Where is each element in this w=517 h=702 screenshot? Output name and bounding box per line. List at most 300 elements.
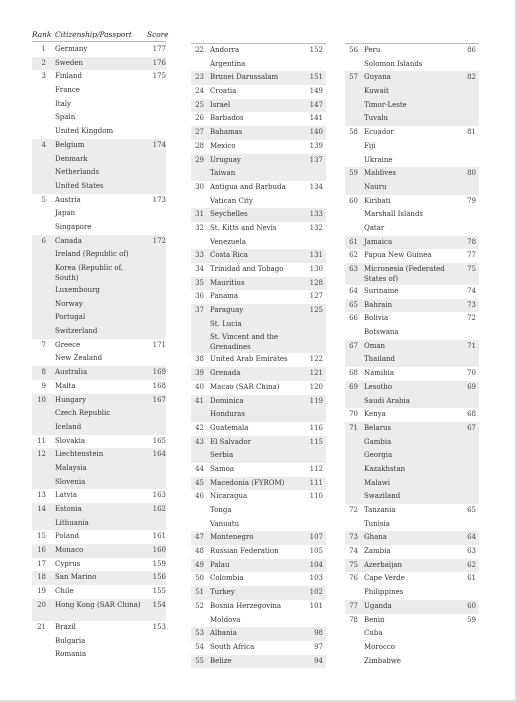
score-value: 154 <box>152 600 166 609</box>
score-value: 63 <box>467 547 476 556</box>
score-value: 121 <box>309 369 323 378</box>
rank-value: 28 <box>195 141 204 150</box>
rank-group <box>32 339 166 366</box>
table-row <box>345 112 479 126</box>
score-value: 134 <box>309 182 323 191</box>
table-row <box>191 477 326 491</box>
country-name: Maldives <box>364 169 396 178</box>
rank-group <box>32 394 166 435</box>
country-name: Dominica <box>210 396 244 405</box>
country-name: Micronesia (Federated States of) <box>364 265 445 283</box>
table-row <box>345 44 479 58</box>
rank-value: 60 <box>349 196 358 205</box>
country-name: Iceland <box>55 422 82 431</box>
score-value: 163 <box>152 491 166 500</box>
rank-group <box>345 367 479 381</box>
table-row <box>191 600 326 614</box>
table-row <box>191 504 326 518</box>
rank-group <box>191 126 326 140</box>
table-row <box>32 248 166 262</box>
score-value: 103 <box>309 574 323 583</box>
table-row <box>345 208 479 222</box>
table-row <box>32 262 166 284</box>
country-name: Greece <box>55 340 81 349</box>
rank-group <box>32 235 166 339</box>
country-name: Albania <box>210 629 237 638</box>
table-row <box>345 614 479 628</box>
country-name: Guyana <box>364 73 391 82</box>
table-row <box>345 490 479 504</box>
rank-value: 76 <box>349 574 358 583</box>
rank-value: 29 <box>195 155 204 164</box>
country-name: Vanuatu <box>210 519 240 528</box>
rank-value: 65 <box>349 300 358 309</box>
rank-value: 15 <box>37 532 46 541</box>
table-row <box>345 463 479 477</box>
country-name: Uganda <box>364 601 392 610</box>
country-name: Ireland (Republic of) <box>55 250 129 259</box>
country-name: Canada <box>55 236 82 245</box>
country-name: Japan <box>55 209 76 218</box>
country-name: Chile <box>55 587 74 596</box>
table-row <box>345 531 479 545</box>
rank-value: 32 <box>195 223 204 232</box>
rank-value: 1 <box>41 45 46 53</box>
score-value: 68 <box>467 410 476 419</box>
country-name: Hungary <box>55 395 87 404</box>
country-name: Cyprus <box>55 559 81 568</box>
score-value: 79 <box>467 196 476 205</box>
rank-value: 77 <box>349 601 358 610</box>
score-value: 112 <box>309 464 323 473</box>
country-name: Argentina <box>210 59 246 68</box>
rank-group <box>32 194 166 235</box>
rank-value: 70 <box>349 410 358 419</box>
rank-value: 13 <box>37 491 46 500</box>
table-row <box>32 585 166 599</box>
rank-group <box>191 85 326 99</box>
country-name: Liechtenstein <box>55 450 104 459</box>
score-value: 59 <box>467 615 476 624</box>
country-name: Marshall Islands <box>364 210 424 219</box>
country-name: Slovenia <box>55 477 86 486</box>
table-row <box>345 586 479 600</box>
rank-value: 38 <box>195 355 204 364</box>
score-value: 119 <box>309 396 323 405</box>
country-name: Nicaragua <box>210 492 248 501</box>
country-name: Bolivia <box>364 314 389 323</box>
country-name: Romania <box>55 650 87 659</box>
rank-value: 56 <box>349 46 358 54</box>
table-row <box>191 353 326 367</box>
table-row <box>32 489 166 503</box>
score-value: 171 <box>152 340 166 349</box>
table-row <box>345 167 479 181</box>
rank-group <box>191 112 326 126</box>
rank-group <box>345 422 479 504</box>
country-name: Panama <box>210 292 239 301</box>
country-name: Sweden <box>55 58 84 67</box>
score-value: 172 <box>152 236 166 245</box>
score-value: 151 <box>309 73 323 82</box>
country-name: Estonia <box>55 505 82 513</box>
country-name: Germany <box>55 45 88 53</box>
table-row <box>191 85 326 99</box>
rank-group <box>345 408 479 422</box>
table-row <box>32 298 166 312</box>
rank-group <box>191 277 326 291</box>
country-name: Georgia <box>364 451 393 460</box>
rank-group <box>191 263 326 277</box>
country-name: Turkey <box>210 588 235 597</box>
table-row <box>32 98 166 112</box>
table-row <box>191 167 326 181</box>
table-row <box>345 126 479 140</box>
country-name: Luxembourg <box>55 286 100 294</box>
score-value: 60 <box>467 601 476 610</box>
score-value: 128 <box>309 278 323 287</box>
country-name: United Kingdom <box>55 127 114 136</box>
rank-value: 23 <box>195 73 204 82</box>
country-name: Montenegro <box>210 533 254 542</box>
score-value: 78 <box>467 237 476 246</box>
score-value: 81 <box>467 128 476 137</box>
country-name: Namibia <box>364 369 395 378</box>
score-value: 177 <box>152 45 166 53</box>
country-name: Belgium <box>55 140 85 149</box>
country-name: Philippines <box>364 588 404 597</box>
rank-value: 74 <box>349 547 358 556</box>
score-value: 80 <box>467 169 476 178</box>
score-value: 175 <box>152 72 166 81</box>
country-name: Gambia <box>364 437 392 446</box>
country-name: Kuwait <box>364 87 389 96</box>
rank-group <box>191 181 326 208</box>
country-name: Spain <box>55 113 76 122</box>
table-row <box>191 627 326 641</box>
table-row <box>191 318 326 332</box>
country-header: Citizenship/Passport <box>55 30 132 39</box>
table-row <box>191 449 326 463</box>
country-name: St. Vincent and the Grenadines <box>210 333 279 351</box>
country-name: Taiwan <box>210 169 236 178</box>
score-value: 137 <box>309 155 323 164</box>
rank-group <box>191 422 326 436</box>
table-row <box>32 448 166 462</box>
rank-value: 11 <box>37 436 46 445</box>
rank-value: 46 <box>195 492 204 501</box>
table-row <box>345 559 479 573</box>
rank-group <box>345 299 479 313</box>
score-value: 86 <box>467 46 476 54</box>
rank-group <box>32 139 166 194</box>
country-name: Mauritius <box>210 278 245 287</box>
country-name: Qatar <box>364 223 385 232</box>
rank-value: 44 <box>195 464 204 473</box>
table-row <box>191 655 326 669</box>
table-row <box>191 422 326 436</box>
table-row <box>191 531 326 545</box>
table-row <box>32 235 166 249</box>
rank-value: 50 <box>195 574 204 583</box>
score-value: 169 <box>152 368 166 377</box>
score-value: 153 <box>152 622 166 631</box>
table-row <box>32 352 166 366</box>
country-name: Samoa <box>210 464 234 473</box>
table-row <box>345 263 479 285</box>
rank-group <box>32 70 166 138</box>
table-row <box>191 518 326 532</box>
country-name: United States <box>55 181 104 190</box>
score-value: 130 <box>309 265 323 273</box>
country-name: Solomon Islands <box>364 59 423 68</box>
rank-value: 31 <box>195 210 204 219</box>
table-row <box>345 71 479 85</box>
country-name: Tanzania <box>364 506 396 514</box>
rank-value: 26 <box>195 114 204 123</box>
score-value: 111 <box>309 478 323 487</box>
rank-value: 48 <box>195 547 204 556</box>
table-row <box>345 641 479 655</box>
country-name: Portugal <box>55 313 86 322</box>
score-value: 155 <box>152 587 166 596</box>
table-row <box>345 195 479 209</box>
country-name: Cuba <box>364 629 383 638</box>
country-name: Czech Republic <box>55 409 111 418</box>
rank-value: 33 <box>195 251 204 260</box>
score-value: 122 <box>309 355 323 364</box>
table-row <box>345 340 479 354</box>
country-name: Vatican City <box>210 196 253 205</box>
rank-value: 18 <box>37 573 46 582</box>
rank-group <box>32 43 166 57</box>
country-name: France <box>55 86 80 95</box>
country-name: Fiji <box>364 141 376 150</box>
score-value: 174 <box>152 140 166 149</box>
table-row <box>191 140 326 154</box>
rank-value: 2 <box>41 58 46 67</box>
table-row <box>32 407 166 421</box>
rank-group <box>345 44 479 71</box>
rank-value: 4 <box>41 140 46 149</box>
table-row <box>32 43 166 57</box>
country-name: Monaco <box>55 546 84 555</box>
rank-value: 53 <box>195 629 204 638</box>
rank-value: 68 <box>349 369 358 378</box>
rank-value: 39 <box>195 369 204 378</box>
table-row <box>32 530 166 544</box>
country-name: Bosnia Herzegovina <box>210 601 282 610</box>
rank-group <box>191 463 326 477</box>
rank-group <box>32 599 166 621</box>
score-value: 82 <box>467 73 476 82</box>
table-row <box>345 381 479 395</box>
rank-value: 64 <box>349 287 358 295</box>
country-name: Thailand <box>364 355 395 364</box>
rank-value: 63 <box>349 265 358 273</box>
table-row <box>191 408 326 422</box>
rank-group <box>191 381 326 395</box>
rank-value: 35 <box>195 278 204 287</box>
score-value: 139 <box>309 141 323 150</box>
table-row <box>191 331 326 353</box>
score-value: 110 <box>309 492 323 501</box>
rank-value: 12 <box>37 450 46 459</box>
rank-group <box>191 44 326 71</box>
country-name: Ecuador <box>364 128 394 137</box>
table-row <box>191 71 326 85</box>
country-name: Morocco <box>364 642 395 651</box>
rank-group <box>345 381 479 408</box>
country-name: Italy <box>55 99 71 108</box>
rank-group <box>191 477 326 491</box>
table-row <box>345 236 479 250</box>
rank-value: 61 <box>349 237 358 246</box>
country-name: Finland <box>55 72 83 81</box>
rank-group <box>345 559 479 573</box>
rank-value: 62 <box>349 251 358 260</box>
rank-value: 45 <box>195 478 204 487</box>
score-value: 67 <box>467 423 476 432</box>
rank-value: 16 <box>37 546 46 555</box>
rank-value: 43 <box>195 437 204 446</box>
country-name: Singapore <box>55 222 92 231</box>
country-name: Ukraine <box>364 155 393 164</box>
country-name: Switzerland <box>55 327 98 336</box>
rank-value: 42 <box>195 423 204 432</box>
country-name: El Salvador <box>210 437 251 446</box>
score-value: 97 <box>314 642 323 651</box>
rank-group <box>191 304 326 353</box>
country-name: Korea (Republic of, South) <box>55 264 124 282</box>
table-row <box>191 463 326 477</box>
score-header: Score <box>147 30 169 39</box>
country-name: Lithuania <box>55 518 89 527</box>
rank-value: 78 <box>349 615 358 624</box>
table-row <box>32 558 166 572</box>
score-value: 140 <box>309 128 323 137</box>
table-row <box>32 311 166 325</box>
table-row <box>32 648 166 662</box>
score-value: 162 <box>152 505 166 513</box>
country-name: Belarus <box>364 423 392 432</box>
table-row <box>32 166 166 180</box>
country-name: Palau <box>210 560 230 569</box>
table-row <box>345 353 479 367</box>
score-value: 115 <box>309 437 323 446</box>
table-row <box>32 462 166 476</box>
table-row <box>191 395 326 409</box>
score-value: 164 <box>152 450 166 459</box>
rank-value: 67 <box>349 341 358 350</box>
table-row <box>345 326 479 340</box>
rank-group <box>32 558 166 572</box>
country-name: Uruguay <box>210 155 241 164</box>
country-name: Malta <box>55 381 76 390</box>
rank-group <box>191 395 326 422</box>
table-row <box>32 421 166 435</box>
country-name: Oman <box>364 341 386 350</box>
table-row <box>32 125 166 139</box>
rank-group <box>345 340 479 367</box>
score-value: 71 <box>467 341 476 350</box>
table-row <box>191 263 326 277</box>
score-value: 176 <box>152 58 166 67</box>
country-name: Costa Rica <box>210 251 248 260</box>
country-name: Kazakhstan <box>364 464 406 473</box>
country-name: Hong Kong (SAR China) <box>55 600 141 609</box>
rank-value: 55 <box>195 656 204 665</box>
table-row <box>191 290 326 304</box>
country-name: Colombia <box>210 574 244 583</box>
country-name: Netherlands <box>55 168 100 177</box>
rank-group <box>32 366 166 380</box>
table-row <box>345 655 479 669</box>
rank-value: 5 <box>41 195 46 204</box>
table-row <box>32 476 166 490</box>
rank-value: 49 <box>195 560 204 569</box>
table-row <box>345 627 479 641</box>
country-name: Guatemala <box>210 423 249 432</box>
table-row <box>345 99 479 113</box>
rank-group <box>191 655 326 669</box>
score-value: 102 <box>309 588 323 597</box>
rank-value: 7 <box>41 340 46 349</box>
rank-group <box>32 57 166 71</box>
rank-group <box>345 285 479 299</box>
rank-group <box>191 249 326 263</box>
country-name: Honduras <box>210 410 245 419</box>
ranking-column-2 <box>191 43 326 668</box>
score-value: 173 <box>152 195 166 204</box>
score-value: 160 <box>152 546 166 555</box>
country-name: Bulgaria <box>55 636 86 645</box>
score-value: 101 <box>309 601 323 610</box>
rank-value: 58 <box>349 128 358 137</box>
table-row <box>32 111 166 125</box>
score-value: 94 <box>314 656 323 665</box>
country-name: Macedonia (FYROM) <box>210 478 285 487</box>
rank-group <box>191 641 326 655</box>
table-row <box>191 112 326 126</box>
country-name: Belize <box>210 656 232 665</box>
rank-group <box>191 490 326 531</box>
table-row <box>32 57 166 71</box>
score-value: 147 <box>309 100 323 109</box>
rank-group <box>345 600 479 614</box>
table-row <box>191 490 326 504</box>
score-value: 61 <box>467 574 476 583</box>
rank-group <box>32 489 166 503</box>
country-name: Austria <box>55 195 81 204</box>
score-value: 65 <box>467 506 476 514</box>
table-row <box>32 571 166 585</box>
score-value: 120 <box>309 382 323 391</box>
rank-group <box>32 435 166 449</box>
table-row <box>32 503 166 517</box>
country-name: Papua New Guinea <box>364 251 432 260</box>
table-row <box>32 221 166 235</box>
country-name: Croatia <box>210 87 237 96</box>
score-value: 73 <box>467 300 476 309</box>
rank-value: 17 <box>37 559 46 568</box>
table-row <box>32 339 166 353</box>
country-name: Timor-Leste <box>364 100 407 109</box>
score-value: 105 <box>309 547 323 556</box>
country-name: Botswana <box>364 328 399 337</box>
country-name: Andorra <box>210 46 240 54</box>
country-name: Zimbabwe <box>364 656 402 665</box>
